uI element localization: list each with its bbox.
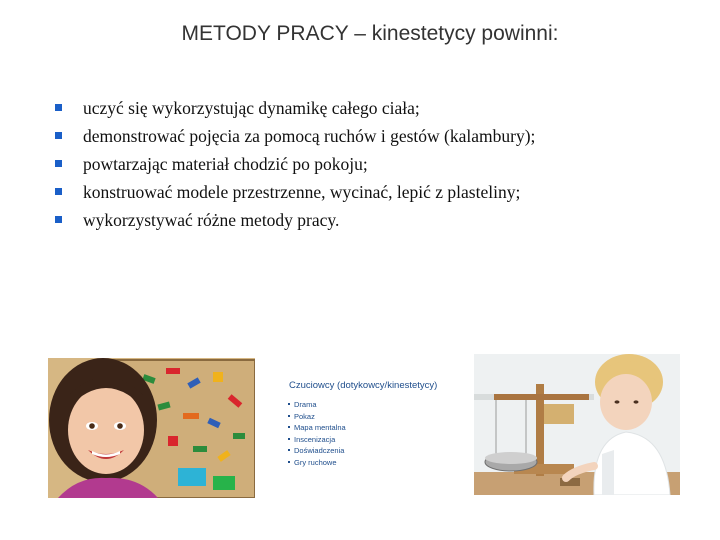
card-title: Czuciowcy (dotykowcy/kinestetycy)	[289, 380, 438, 391]
card-list-item: Drama	[287, 399, 460, 411]
boy-illustration	[474, 354, 680, 495]
bullet-list	[52, 96, 535, 236]
bullet-text: konstruować modele przestrzenne, wycinać, lepić z plasteliny;	[83, 182, 521, 202]
card-list-item: Mapa mentalna	[287, 422, 460, 434]
dot-bullet-icon	[288, 415, 290, 417]
bullet-text: wykorzystywać różne metody pracy.	[83, 210, 340, 230]
card-list-item: Gry ruchowe	[287, 457, 460, 469]
bullet-text: powtarzając materiał chodzić po pokoju;	[83, 154, 368, 174]
dot-bullet-icon	[288, 438, 290, 440]
bullet-item	[52, 152, 535, 180]
card-list	[287, 399, 460, 468]
card-list-item: Pokaz	[287, 411, 460, 423]
bullet-text: uczyć się wykorzystując dynamikę całego ciała;	[83, 98, 420, 118]
dot-bullet-icon	[288, 461, 290, 463]
learning-methods-card	[283, 378, 460, 486]
bullet-text: demonstrować pojęcia za pomocą ruchów i gestów (kalambury);	[83, 126, 536, 146]
card-list-item: Inscenizacja	[287, 434, 460, 446]
square-bullet-icon	[55, 132, 62, 139]
dot-bullet-icon	[288, 426, 290, 428]
girl-photo	[48, 358, 255, 498]
girl-illustration	[48, 358, 255, 498]
bullet-item	[52, 96, 535, 124]
square-bullet-icon	[55, 160, 62, 167]
bullet-item	[52, 208, 535, 236]
square-bullet-icon	[55, 188, 62, 195]
boy-photo	[474, 354, 680, 495]
square-bullet-icon	[55, 104, 62, 111]
bullet-item	[52, 180, 535, 208]
dot-bullet-icon	[288, 449, 290, 451]
bullet-item	[52, 124, 535, 152]
slide-title: METODY PRACY – kinestetycy powinni:	[181, 22, 559, 45]
square-bullet-icon	[55, 216, 62, 223]
card-list-item: Doświadczenia	[287, 445, 460, 457]
dot-bullet-icon	[288, 403, 290, 405]
